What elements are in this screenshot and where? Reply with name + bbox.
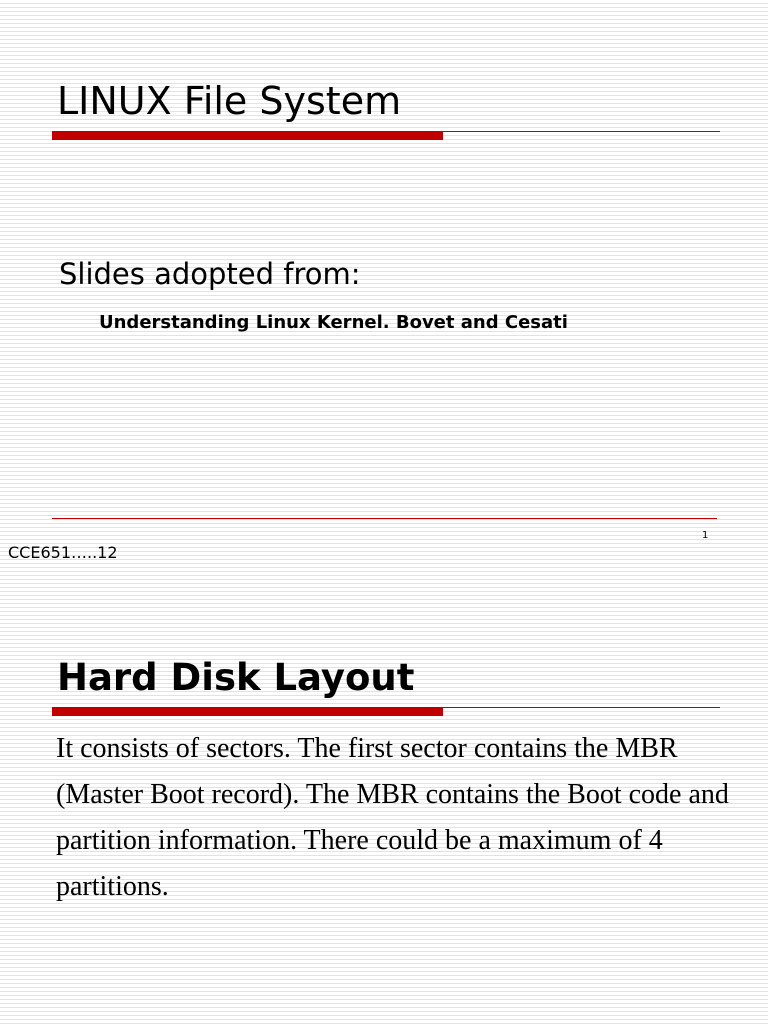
- slide-title: Hard Disk Layout: [57, 656, 415, 699]
- title-underline-thick: [52, 132, 443, 140]
- title-underline-thick: [52, 708, 443, 716]
- footer-rule: [52, 518, 717, 519]
- reference-text: Understanding Linux Kernel. Bovet and Cesati: [99, 312, 568, 333]
- body-paragraph: It consists of sectors. The first sector contains the MBR (Master Boot record). The MBR contains the Boot code and partition information. There could be a maximum of 4 partitions.: [56, 733, 729, 902]
- course-code: CCE651…..12: [8, 543, 118, 562]
- page-number: 1: [702, 530, 709, 541]
- slide-2: [0, 610, 768, 1024]
- slide-subtitle: Slides adopted from:: [59, 257, 361, 291]
- slide-title: LINUX File System: [57, 79, 402, 123]
